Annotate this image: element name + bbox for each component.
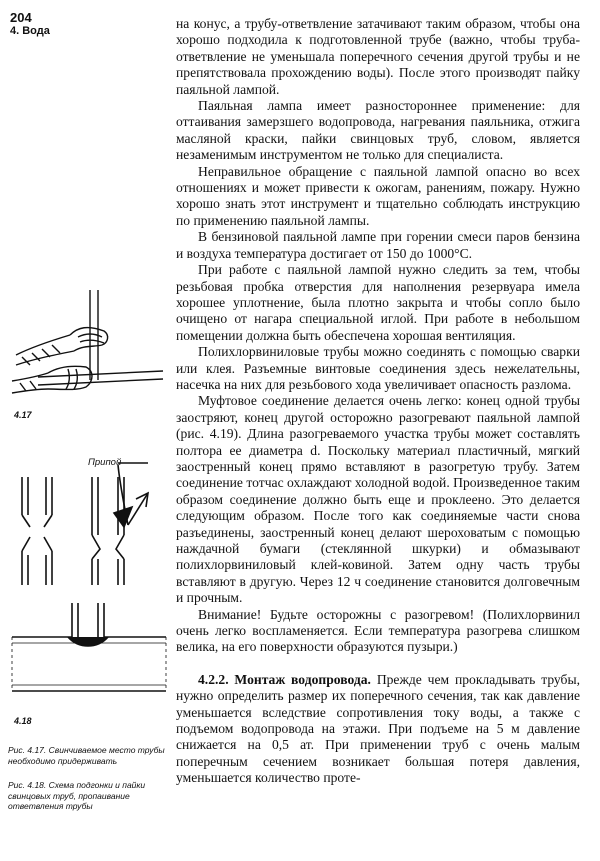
paragraph: В бензиновой паяльной лампе при горении смеси паров бензина и воздуха температура достигает от 150 до 1000°С. [176,229,580,261]
solder-label: Припой [88,457,122,468]
section-paragraph [176,672,580,787]
paragraph: Неправильное обращение с паяльной лампой опасно во всех отношениях и может привести к ожогам, ранениям, пожару. Нужно хорошо знать этот инструмент и тщательно соблюдать инструкцию по применению паяльной лампы. [176,163,580,228]
figure-4-17-illustration [8,285,168,405]
section-heading: 4.2.2. Монтаж водопровода. [198,671,371,687]
figure-4-18-label: 4.18 [14,716,32,726]
paragraph: Муфтовое соединение делается очень легко: конец одной трубы заостряют, конец другой осторожно разогревают паяльной лампой (рис. 4.19). Длина разогреваемого участка трубы может составлять полтора ее диаметра d. Поскольку материал пластичный, мягкий заостренный конец прямо вставляют в разогретую трубу. Затем соединение тотчас охлаждают холодной водой. Произведенное таким образом соединение должно быть еще и проклеено. Это делается следующим образом. После того как соединяемые части снова разъединены, заостренный конец делают шероховатым с помощью наждачной бумаги (стеклянной шкурки) и обмазывают полихлорвиниловый клей-ковиной. Затем одну часть трубы вставляют в другую. Через 12 ч соединение становится долговечным и прочным. [176,393,580,606]
paragraph: Внимание! Будьте осторожны с разогревом! (Полихлорвинил очень легко воспламеняется. Если температура разогрева слишком велика, на его поверхности образуются пузыри.) [176,606,580,655]
paragraph: При работе с паяльной лампой нужно следить за тем, чтобы резьбовая пробка отверстия для наполнения резервуара имела хорошее уплотнение, была плотно закрыта и чтобы сопло было очищено от нагара специальной иглой. При работе в небольшом помещении должна быть обеспечена хорошая вентиляция. [176,262,580,343]
figure-4-17-label: 4.17 [14,410,32,420]
figure-4-18-caption: Рис. 4.18. Схема подгонки и пайки свинцовых труб, пропаивание ответвления трубы [8,780,146,811]
main-text-column [176,16,580,787]
figure-4-17-caption: Рис. 4.17. Свинчиваемое место трубы необходимо придерживать [8,745,165,766]
paragraph: на конус, а трубу-ответвление затачивают таким образом, чтобы она хорошо подходила к подготовленной трубе (важно, чтобы труба-ответвление не уменьшала поперечного сечения другой трубы и не препятствовала прохождению воды). После этого производят пайку паяльной лампой. [176,16,580,97]
paragraph: Полихлорвиниловые трубы можно соединять с помощью сварки или клея. Разъемные винтовые соединения здесь нежелательны, насечка на них для резьбового хода увеличивает опасность разлома. [176,344,580,392]
figure-4-18-illustration [8,455,168,715]
page-number: 204 [10,10,32,25]
section-text: Прежде чем прокладывать трубы, нужно определить размер их поперечного сечения, так как давление уменьшается вследствие сопротивления току воды, а также с подъемом водопровода на этажи. При подъеме на 5 м давление снижается на 0,5 ат. При применении труб с очень малым поперечным сечением возникает большая потеря давления, уменьшается количество проте- [176,671,580,786]
paragraph: Паяльная лампа имеет разностороннее применение: для оттаивания замерзшего водопровода, нагревания паяльника, отжига масляной краски, пайки свинцовых труб, словом, является незаменимым инструментом не только для специалиста. [176,98,580,163]
chapter-title: 4. Вода [10,25,50,37]
